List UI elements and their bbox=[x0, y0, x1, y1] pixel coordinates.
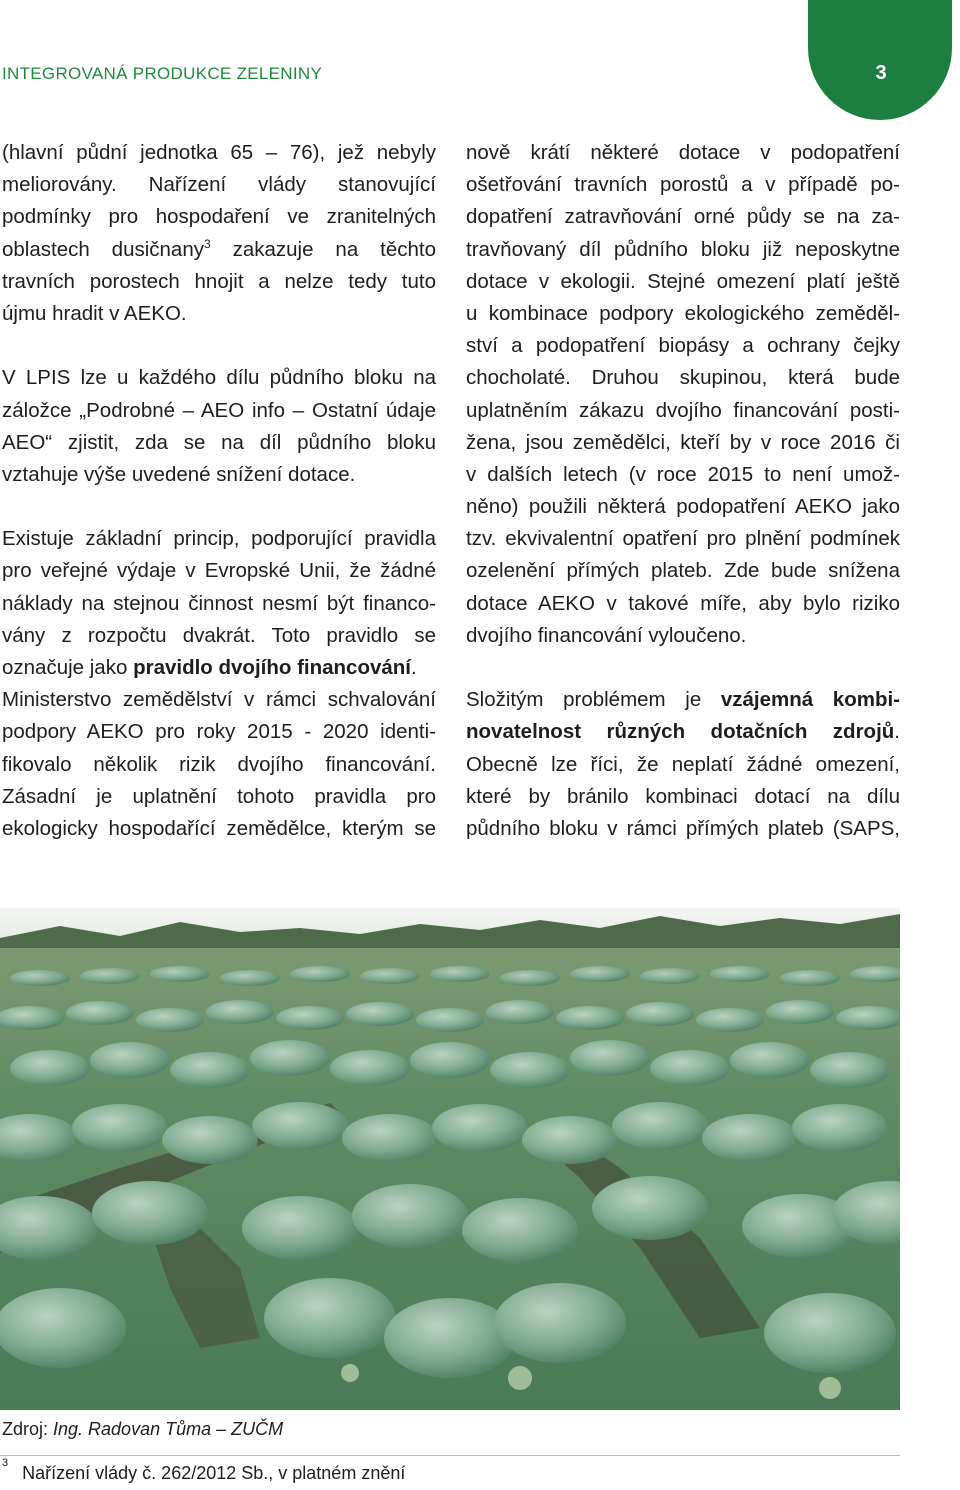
bold-term: pravidlo dvojího financování bbox=[133, 656, 411, 679]
text-line: meliorovány. Nařízení vlády stanovující bbox=[2, 173, 436, 197]
text-line: (hlavní půdní jednotka 65 – 76), jež nebyly bbox=[2, 141, 436, 164]
text-line: které by bránilo kombinaci dotací na dílu bbox=[466, 784, 900, 808]
footnote-text: Nařízení vlády č. 262/2012 Sb., v platném znění bbox=[22, 1463, 406, 1483]
text-line bbox=[466, 684, 900, 716]
field-photo bbox=[0, 908, 900, 1410]
text-line: vány z rozpočtu dvakrát. Toto pravidlo se bbox=[2, 623, 436, 647]
text-line: Zásadní je uplatnění tohoto pravidla pro bbox=[2, 784, 436, 808]
text-line bbox=[2, 652, 436, 684]
text-line: uplatněním zákazu dvojího financování posti- bbox=[466, 398, 900, 422]
text-line: travňovaný díl půdního bloku již neposkytne bbox=[466, 237, 900, 261]
text-fragment: . bbox=[411, 656, 417, 679]
bold-term: vzájemná kombi- bbox=[720, 688, 900, 712]
left-column bbox=[2, 137, 436, 845]
kohlrabi-field-illustration bbox=[0, 908, 900, 1410]
text-fragment: . bbox=[894, 720, 900, 744]
text-line: podmínky pro hospodaření ve zranitelných bbox=[2, 205, 436, 229]
running-header: INTEGROVANÁ PRODUKCE ZELENINY bbox=[2, 64, 323, 83]
text-fragment: zakazuje na těchto bbox=[232, 237, 436, 261]
photo-caption bbox=[2, 1419, 283, 1440]
text-line: ekologicky hospodařící zemědělce, kterým se bbox=[2, 816, 436, 840]
text-line: nově krátí některé dotace v podopatření bbox=[466, 141, 900, 164]
text-line: v dalších letech (v roce 2015 to není umož- bbox=[466, 462, 900, 486]
text-line: u kombinace podpory ekologického zeměděl- bbox=[466, 301, 900, 325]
text-line: náklady na stejnou činnost nesmí být financo- bbox=[2, 591, 436, 615]
text-line: žena, jsou zemědělci, kteří by v roce 2016 či bbox=[466, 430, 900, 454]
text-line: Ministerstvo zemědělství v rámci schvalování bbox=[2, 688, 436, 712]
text-line: újmu hradit v AEKO. bbox=[2, 301, 187, 325]
footnote bbox=[2, 1457, 406, 1484]
text-line: něno) použili některá podopatření AEKO jako bbox=[466, 495, 900, 519]
text-line: travních porostech hnojit a nelze tedy tuto bbox=[2, 269, 436, 293]
text-fragment: oblastech dusičnany bbox=[2, 237, 204, 261]
footnote-number: 3 bbox=[2, 1457, 9, 1469]
text-line: ství a podopatření biopásy a ochrany čejky bbox=[466, 334, 900, 358]
page-number-tab bbox=[808, 0, 952, 120]
text-fragment: Složitým problémem je bbox=[466, 688, 702, 712]
text-line: půdního bloku v rámci přímých plateb (SAPS, bbox=[466, 816, 900, 840]
text-line bbox=[2, 234, 436, 266]
footnote-reference: 3 bbox=[203, 236, 211, 251]
page-number: 3 bbox=[875, 62, 887, 84]
text-line: záložce „Podrobné – AEO info – Ostatní údaje bbox=[2, 398, 436, 422]
text-fragment: označuje jako bbox=[2, 656, 128, 679]
text-line: V LPIS lze u každého dílu půdního bloku na bbox=[2, 366, 436, 390]
text-line: dopatření zatravňování orné půdy se na za- bbox=[466, 205, 900, 229]
footnote-divider bbox=[0, 1455, 900, 1456]
text-line: Obecně lze říci, že neplatí žádné omezení, bbox=[466, 752, 900, 776]
text-line: Existuje základní princip, podporující pravidla bbox=[2, 527, 436, 551]
text-line: ozelenění přímých plateb. Zde bude snížena bbox=[466, 559, 900, 583]
bold-term: novatelnost různých dotačních zdrojů bbox=[466, 720, 895, 744]
text-line: fikovalo několik rizik dvojího financování. bbox=[2, 752, 436, 776]
text-line: vztahuje výše uvedené snížení dotace. bbox=[2, 462, 356, 486]
text-line: chocholaté. Druhou skupinou, která bude bbox=[466, 366, 900, 390]
text-line: ošetřování travních porostů a v případě po- bbox=[466, 173, 900, 197]
caption-prefix: Zdroj: bbox=[2, 1419, 54, 1439]
caption-author: Ing. Radovan Tůma – ZUČM bbox=[53, 1419, 284, 1439]
text-line: dotace AEKO v takové míře, aby bylo riziko bbox=[466, 591, 900, 615]
text-line: podpory AEKO pro roky 2015 - 2020 identi- bbox=[2, 720, 436, 744]
text-line: pro veřejné výdaje v Evropské Unii, že žádné bbox=[2, 559, 436, 583]
text-line bbox=[466, 716, 900, 748]
text-line: AEO“ zjistit, zda se na díl půdního bloku bbox=[2, 430, 436, 454]
text-line: tzv. ekvivalentní opatření pro plnění podmínek bbox=[466, 527, 900, 551]
text-line: dotace v ekologii. Stejné omezení platí ještě bbox=[466, 269, 900, 293]
right-column bbox=[466, 137, 900, 845]
text-line: dvojího financování vyloučeno. bbox=[466, 623, 747, 647]
